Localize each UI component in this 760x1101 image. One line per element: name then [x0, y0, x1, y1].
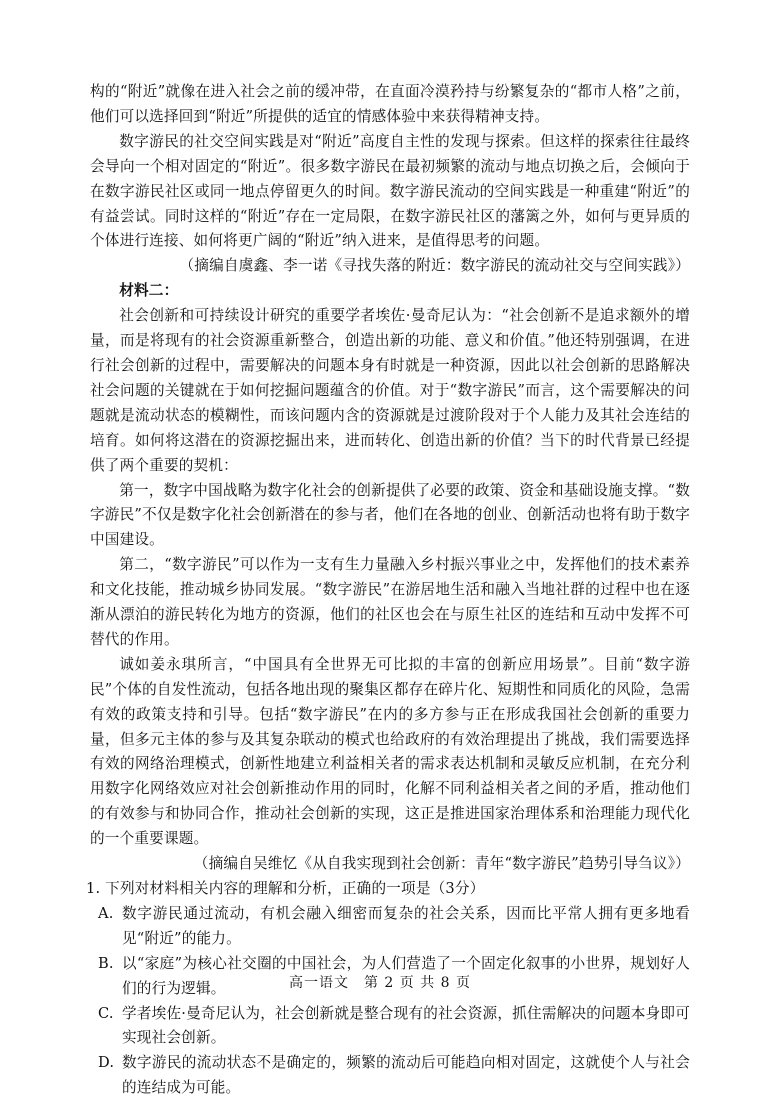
paragraph-5: 第二，“数字游民”可以作为一支有生力量融入乡村振兴事业之中，发挥他们的技术素养和文化技能，推动城乡协同发展。“数字游民”在游居地生活和融入当地社群的过程中也在逐渐从漂泊的游民转化为地方的资源，他们的社区也会在与原生社区的连结和互动中发挥不可替代的作用。: [90, 556, 690, 648]
paragraph-2: 数字游民的社交空间实践是对“附近”高度自主性的发现与探索。但这样的探索往往最终会导向一个相对固定的“附近”。很多数字游民在最初频繁的流动与地点切换之后，会倾向于在数字游民社区或同一地点停留更久的时间。数字游民流动的空间实践是一种重建“附近”的有益尝试。同时这样的“附近”存在一定局限，在数字游民社区的藩篱之外，如何与更异质的个体进行连接、如何将更广阔的“附近”纳入进来，是值得思考的问题。: [90, 132, 690, 250]
option-text: 学者埃佐·曼奇尼认为，社会创新就是整合现有的社会资源，抓住需解决的问题本身即可实现社会创新。: [122, 1004, 690, 1047]
page-footer: 高一语文 第 2 页 共 8 页: [288, 975, 472, 991]
paragraph-1: 构的“附近”就像在进入社会之前的缓冲带，在直面冷漠矜持与纷繁复杂的“都市人格”之前，他们可以选择回到“附近”所提供的适宜的情感体验中来获得精神支持。: [90, 83, 690, 125]
paragraph-6: 诚如姜永琪所言，“中国具有全世界无可比拟的丰富的创新应用场景”。目前“数字游民”个体的自发性流动，包括各地出现的聚集区都存在碎片化、短期性和同质化的风险，急需有效的政策支持和引导。包括“数字游民”在内的多方参与正在形成我国社会创新的重要力量，但多元主体的参与及其复杂联动的模式也给政府的有效治理提出了挑战，我们需要选择有效的网络治理模式，创新性地建立利益相关者的需求表达机制和灵敏反应机制，在充分利用数字化网络效应对社会创新推动作用的同时，化解不同利益相关者之间的矛盾，推动他们的有效参与和协同合作，推动社会创新的实现，这正是推进国家治理体系和治理能力现代化的一个重要课题。: [90, 655, 690, 848]
source-citation-2: （摘编自吴维忆《从自我实现到社会创新：青年“数字游民”趋势引导刍议》）: [193, 855, 690, 873]
paragraph-4: 第一，数字中国战略为数字化社会的创新提供了必要的政策、资金和基础设施支撑。“数字游民”不仅是数字化社会创新潜在的参与者，他们在各地的创业、创新活动也将有助于数字中国建设。: [90, 481, 690, 549]
question-1-options: [90, 902, 690, 1101]
option-letter: C.: [98, 1004, 114, 1022]
paragraph-3: 社会创新和可持续设计研究的重要学者埃佐·曼奇尼认为：“社会创新不是追求额外的增量，而是将现有的社会资源重新整合，创造出新的功能、意义和价值。”他还特别强调，在进行社会创新的过程中，需要解决的问题本身有时就是一种资源，因此以社会创新的思路解决社会问题的关键就在于如何挖掘问题蕴含的价值。对于“数字游民”而言，这个需要解决的问题就是流动状态的模糊性，而该问题内含的资源就是过渡阶段对于个人能力及其社会连结的培育。如何将这潜在的资源挖掘出来，进而转化、创造出新的价值？当下的时代背景已经提供了两个重要的契机：: [90, 307, 690, 474]
option-text: 数字游民通过流动，有机会融入细密而复杂的社会关系，因而比平常人拥有更多地看见“附近”的能力。: [122, 904, 690, 947]
question-1-stem: 1. 下列对材料相关内容的理解和分析，正确的一项是（3分）: [86, 880, 485, 897]
option-c: [90, 1002, 690, 1052]
option-text: 数字游民的流动状态不是确定的，频繁的流动后可能趋向相对固定，这就使个人与社会的连结成为可能。: [122, 1054, 690, 1097]
option-d: [90, 1051, 690, 1101]
option-letter: D.: [98, 1054, 115, 1072]
document-body: [86, 80, 690, 1101]
option-text: 以“家庭”为核心社交圈的中国社会，为人们营造了一个固定化叙事的小世界，规划好人们的行为逻辑。: [122, 954, 690, 997]
material-2-heading: 材料二：: [119, 282, 179, 300]
option-letter: B.: [98, 954, 114, 972]
option-a: [90, 902, 690, 952]
source-citation-1: （摘编自虞鑫、李一诺《寻找失落的附近：数字游民的流动社交与空间实践》）: [179, 257, 690, 275]
option-letter: A.: [98, 904, 114, 922]
